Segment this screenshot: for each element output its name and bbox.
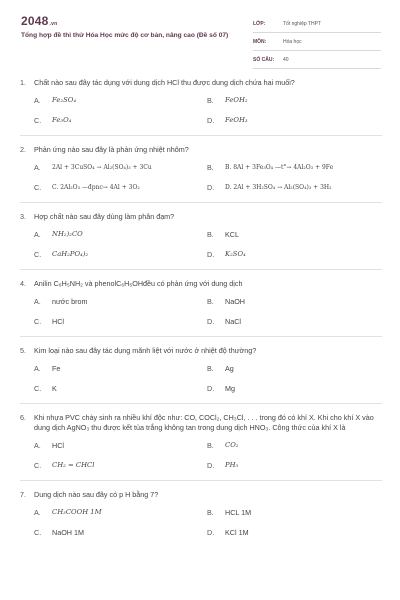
question-text: Anilin C₆H₅NH₂ và phenolC₆H₅OHđều có phản ứng với dung dịch [34,279,243,288]
option-letter: B. [207,507,214,517]
question-number: 3. [20,212,26,221]
answer-option[interactable] [34,315,207,327]
answer-option[interactable] [207,459,380,471]
option-letter: C. [34,182,42,192]
option-text: CO₂ [225,441,239,449]
option-text: HCl [52,440,64,450]
meta-row-class [253,15,381,33]
answer-option[interactable] [34,114,207,126]
option-letter: B. [207,363,214,373]
answer-option[interactable] [207,94,380,106]
option-text: HCL 1M [225,507,252,517]
option-text: NH₂)₂CO [52,230,83,238]
answer-option[interactable] [34,161,207,173]
answer-option[interactable] [34,181,207,193]
option-letter: A. [34,440,41,450]
answer-option[interactable] [34,526,207,538]
brand-name: 2048 [21,14,49,28]
option-text: KCL [225,229,239,239]
question-text: Dung dịch nào sau đây có p H bằng 7? [34,490,159,499]
question [20,346,382,394]
option-letter: C. [34,249,42,259]
option-letter: D. [207,316,215,326]
answer-option[interactable] [207,114,380,126]
answer-option[interactable] [34,228,207,240]
answer-option[interactable] [207,506,380,518]
divider [20,135,382,136]
option-text: CH₃COOH 1M [52,508,102,516]
meta-label: MÔN: [253,38,267,45]
answer-option[interactable] [207,248,380,260]
option-text: D. 2Al + 3H₂SO₄ → Al₂(SO₄)₃ + 3H₂ [225,183,332,191]
option-letter: D. [207,527,215,537]
option-letter: A. [34,162,41,172]
option-letter: A. [34,507,41,517]
option-letter: A. [34,363,41,373]
answer-option[interactable] [207,161,380,173]
option-letter: D. [207,182,215,192]
option-text: B. 8Al + 3Fe₃O₄ —t°→ 4Al₂O₃ + 9Fe [225,163,334,171]
divider [20,269,382,270]
option-letter: C. [34,460,42,470]
option-text: Mg [225,383,235,393]
option-text: FeOH₂ [225,96,248,104]
answer-option[interactable] [207,295,380,307]
divider [20,336,382,337]
question [20,145,382,193]
option-letter: A. [34,296,41,306]
option-letter: D. [207,460,215,470]
option-letter: A. [34,229,41,239]
answer-option[interactable] [34,459,207,471]
answer-option[interactable] [34,506,207,518]
divider [20,403,382,404]
meta-value: 40 [283,56,289,63]
answer-option[interactable] [207,526,380,538]
option-text: K [52,383,57,393]
option-letter: B. [207,440,214,450]
divider [20,480,382,481]
answer-option[interactable] [207,228,380,240]
option-text: nước brom [52,296,88,306]
answer-option[interactable] [34,248,207,260]
option-letter: D. [207,383,215,393]
answer-option[interactable] [34,295,207,307]
question-text: Phản ứng nào sau đây là phản ứng nhiệt nhôm? [34,145,189,154]
option-text: KCl 1M [225,527,249,537]
option-letter: B. [207,229,214,239]
option-text: NaOH [225,296,245,306]
option-text: Fe₃O₄ [52,116,72,124]
answer-option[interactable] [34,362,207,374]
question-text: Hợp chất nào sau đây dùng làm phân đạm? [34,212,175,221]
answer-option[interactable] [207,315,380,327]
meta-label: LỚP: [253,20,266,27]
question [20,279,382,327]
meta-value: Hóa học [283,38,302,45]
question-number: 5. [20,346,26,355]
option-letter: D. [207,249,215,259]
answer-option[interactable] [207,382,380,394]
option-text: Fe [52,363,61,373]
document-title: Tổng hợp đề thi thử Hóa Học mức độ cơ bản, nâng cao (Đề số 07) [21,32,229,39]
meta-label: SỐ CÂU: [253,56,275,63]
question-number: 4. [20,279,26,288]
brand-suffix: .vn [49,21,58,27]
option-text: Ag [225,363,234,373]
divider [20,202,382,203]
answer-option[interactable] [34,439,207,451]
question-number: 7. [20,490,26,499]
answer-option[interactable] [34,382,207,394]
option-text: Fe₂SO₄ [52,96,77,104]
question-text: Chất nào sau đây tác dụng với dung dịch HCl thu được dung dịch chứa hai muối? [34,78,295,87]
option-letter: A. [34,95,41,105]
meta-row-count [253,51,381,69]
question [20,490,382,538]
question-number: 1. [20,78,26,87]
option-letter: B. [207,95,214,105]
answer-option[interactable] [207,181,380,193]
meta-row-subject [253,33,381,51]
option-letter: C. [34,527,42,537]
question-text: Khi nhựa PVC cháy sinh ra nhiều khí độc như: CO, COCl₂, CH₃Cl, . . . trong đó có khí X. Khi cho khí X vào dung dịch AgNO₃ thu được kết tủa trắng không tan trong dung dịch HNO₃. Công thức của khí X là [34,413,374,432]
question [20,413,382,471]
option-text: NaOH 1M [52,527,84,537]
question-text: Kim loại nào sau đây tác dụng mãnh liệt với nước ở nhiệt độ thường? [34,346,257,355]
option-text: 2Al + 3CuSO₄ → Al₂(SO₄)₃ + 3Cu [52,163,152,171]
answer-option[interactable] [207,439,380,451]
option-text: FeOH₃ [225,116,248,124]
answer-option[interactable] [207,362,380,374]
option-letter: B. [207,296,214,306]
option-text: K₂SO₄ [225,250,246,258]
meta-value: Tốt nghiệp THPT [283,20,321,27]
option-text: HCl [52,316,64,326]
option-text: CH₂ = CHCl [52,461,95,469]
question-number: 2. [20,145,26,154]
option-text: NaCl [225,316,241,326]
option-letter: B. [207,162,214,172]
question [20,212,382,260]
question-list [20,78,382,538]
option-letter: C. [34,383,42,393]
question [20,78,382,126]
option-text: PH₃ [225,461,239,469]
option-letter: C. [34,316,42,326]
option-letter: C. [34,115,42,125]
option-letter: D. [207,115,215,125]
brand-logo [21,14,57,28]
question-number: 6. [20,413,26,422]
option-text: CaH₂PO₄)₂ [52,250,89,258]
meta-panel [253,15,381,69]
answer-option[interactable] [34,94,207,106]
option-text: C. 2Al₂O₃ —đpnc→ 4Al + 3O₂ [52,183,140,191]
